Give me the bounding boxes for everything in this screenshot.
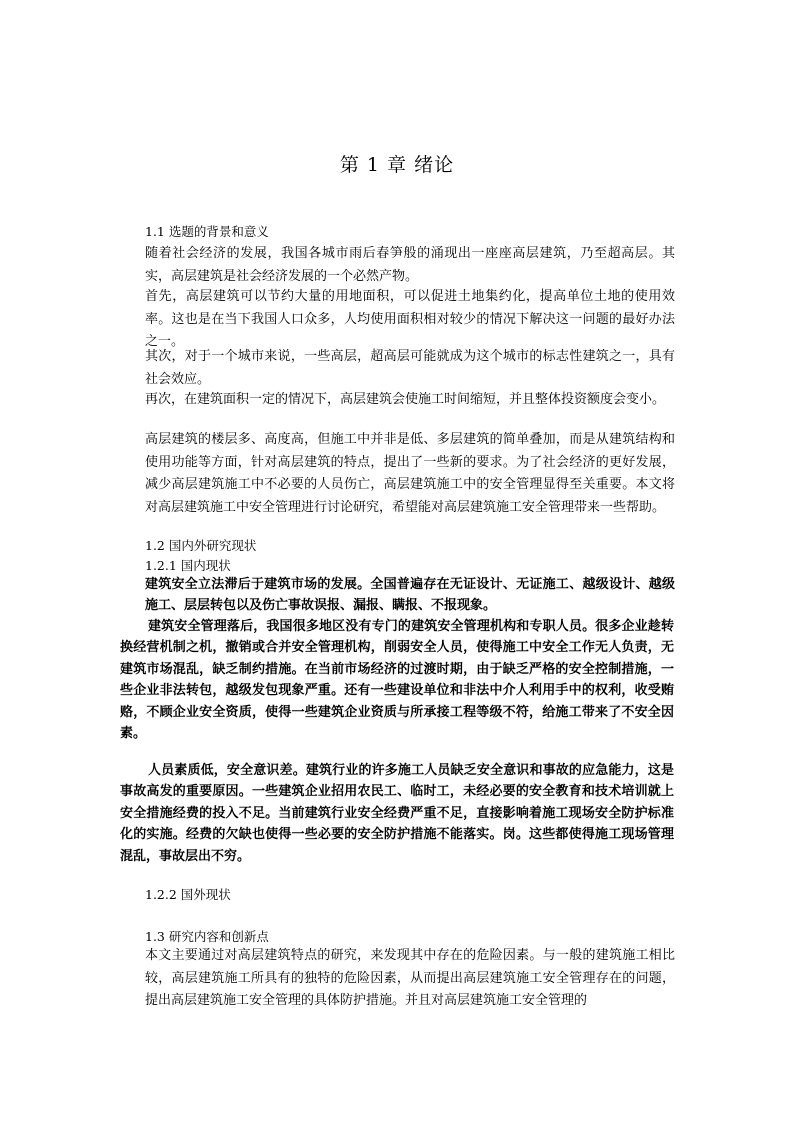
paragraph-domestic-3: 人员素质低，安全意识差。建筑行业的许多施工人员缺乏安全意识和事故的应急能力，这是事故高发的重要原因。一些建筑企业招用农民工、临时工，未经必要的安全教育和技术培训就上安全措施经费的投入不足。当前建筑行业安全经费严重不足，直接影响着施工现场安全防护标准化的实施。经费的欠缺也使得一些必要的安全防护措施不能落实。岗。这些都使得施工现场管理混乱，事故层出不穷。 [120, 763, 674, 864]
paragraph-background-1: 随着社会经济的发展，我国各城市雨后春笋般的涌现出一座座高层建筑，乃至超高层。其实，高层建筑是社会经济发展的一个必然产物。 [145, 246, 675, 284]
section-heading-1-1: 1.1 选题的背景和意义 [145, 224, 269, 239]
chapter-title: 第 1 章 绪论 [339, 154, 455, 176]
paragraph-background-5: 高层建筑的楼层多、高度高，但施工中并非是低、多层建筑的简单叠加，而是从建筑结构和使用功能等方面，针对高层建筑的特点，提出了一些新的要求。为了社会经济的更好发展，减少高层建筑施工中不必要的人员伤亡，高层建筑施工中的安全管理显得至关重要。本文将对高层建筑施工中安全管理进行讨论研究，希望能对高层建筑施工安全管理带来一些帮助。 [145, 432, 675, 515]
section-heading-1-2-1: 1.2.1 国内现状 [145, 558, 231, 573]
paragraph-domestic-1: 建筑安全立法滞后于建筑市场的发展。全国普遍存在无证设计、无证施工、越级设计、越级施工、层层转包以及伤亡事故误报、漏报、瞒报、不报现象。 [145, 577, 675, 614]
paragraph-background-2: 首先，高层建筑可以节约大量的用地面积，可以促进土地集约化，提高单位土地的使用效率。这也是在当下我国人口众多，人均使用面积相对较少的情况下解决这一问题的最好办法之一。 [145, 289, 675, 350]
section-heading-1-2: 1.2 国内外研究现状 [145, 538, 257, 553]
section-heading-1-3: 1.3 研究内容和创新点 [145, 929, 269, 944]
section-heading-1-2-2: 1.2.2 国外现状 [145, 887, 231, 902]
paragraph-background-3: 其次，对于一个城市来说，一些高层，超高层可能就成为这个城市的标志性建筑之一，具有社会效应。 [145, 349, 675, 387]
paragraph-domestic-2: 建筑安全管理落后，我国很多地区没有专门的建筑安全管理机构和专职人员。很多企业趁转换经营机制之机，撤销或合并安全管理机构，削弱安全人员，使得施工中安全工作无人负责，无建筑市场混乱，缺乏制约措施。在当前市场经济的过渡时期，由于缺乏严格的安全控制措施，一些企业非法转包，越级发包现象严重。还有一些建设单位和非法中介人利用手中的权利，收受贿赂，不顾企业安全资质，使得一些建筑企业资质与所承接工程等级不符，给施工带来了不安全因素。 [120, 619, 674, 742]
paragraph-background-4: 再次，在建筑面积一定的情况下，高层建筑会使施工时间缩短，并且整体投资额度会变小。 [145, 392, 666, 407]
paragraph-research-content: 本文主要通过对高层建筑特点的研究，来发现其中存在的危险因素。与一般的建筑施工相比较，高层建筑施工所具有的独特的危险因素，从而提出高层建筑施工安全管理存在的问题，提出高层建筑施工安全管理的具体防护措施。并且对高层建筑施工安全管理的 [145, 948, 675, 1009]
